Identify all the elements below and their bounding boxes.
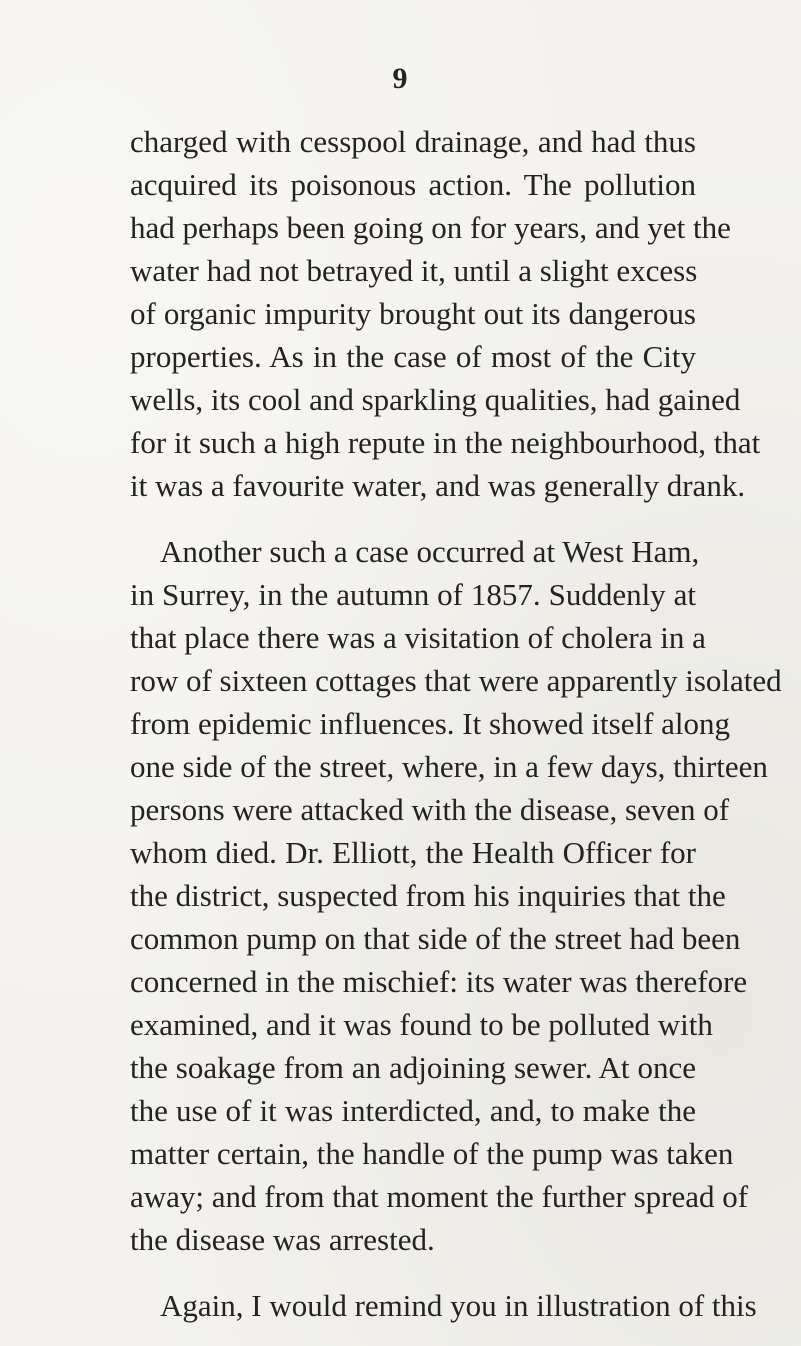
text-line: away; and from that moment the further spread of bbox=[130, 1179, 749, 1214]
text-line: concerned in the mischief: its water was therefore bbox=[130, 964, 748, 999]
text-line: charged with cesspool drainage, and had thus bbox=[130, 124, 696, 159]
text-line: common pump on that side of the street had been bbox=[130, 921, 741, 956]
text-line: examined, and it was found to be polluted with bbox=[130, 1007, 713, 1042]
text-line: row of sixteen cottages that were apparently isolated bbox=[130, 663, 782, 698]
text-line: from epidemic influences. It showed itself along bbox=[130, 706, 731, 741]
text-line: the use of it was interdicted, and, to make the bbox=[130, 1093, 696, 1128]
text-line: Another such a case occurred at West Ham, bbox=[160, 534, 700, 569]
text-line: matter certain, the handle of the pump was taken bbox=[130, 1136, 734, 1171]
text-line: Again, I would remind you in illustration of this bbox=[160, 1288, 757, 1323]
text-line: in Surrey, in the autumn of 1857. Suddenly at bbox=[130, 577, 696, 612]
text-line: for it such a high repute in the neighbourhood, that bbox=[130, 425, 761, 460]
page-number: 9 bbox=[392, 62, 409, 95]
text-line: persons were attacked with the disease, seven of bbox=[130, 792, 730, 827]
text-line: whom died. Dr. Elliott, the Health Officer for bbox=[130, 835, 696, 870]
text-line: it was a favourite water, and was generally drank. bbox=[130, 468, 746, 503]
text-line: water had not betrayed it, until a slight excess bbox=[130, 253, 698, 288]
text-line: the disease was arrested. bbox=[130, 1222, 435, 1257]
text-line: the soakage from an adjoining sewer. At once bbox=[130, 1050, 696, 1085]
text-line: that place there was a visitation of cholera in a bbox=[130, 620, 706, 655]
text-line: had perhaps been going on for years, and yet the bbox=[130, 210, 731, 245]
text-line: the district, suspected from his inquiries that the bbox=[130, 878, 726, 913]
text-line: of organic impurity brought out its dangerous bbox=[130, 296, 696, 331]
text-line: one side of the street, where, in a few days, thirteen bbox=[130, 749, 768, 784]
text-line: acquired its poisonous action. The pollution bbox=[130, 167, 696, 202]
text-line: properties. As in the case of most of the City bbox=[130, 339, 696, 374]
text-line: wells, its cool and sparkling qualities, had gained bbox=[130, 382, 741, 417]
